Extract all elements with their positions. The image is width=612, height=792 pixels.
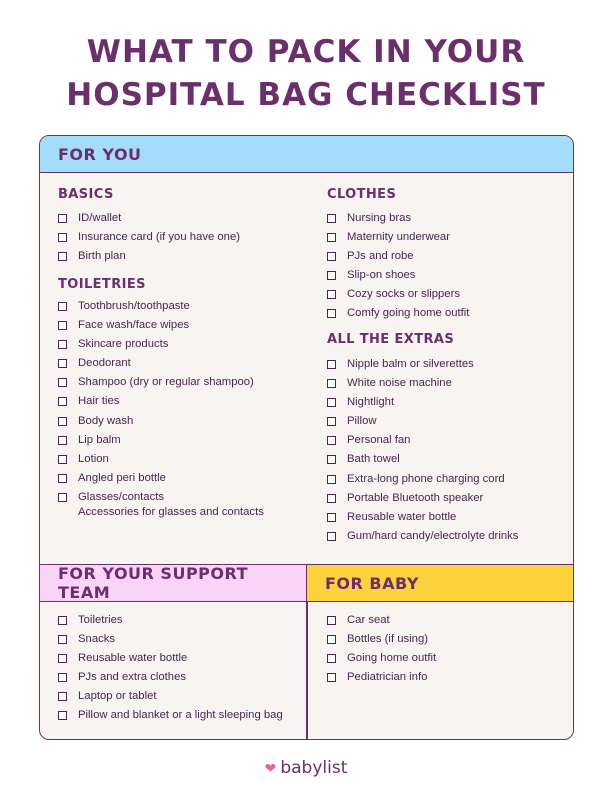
checklist-item-label: PJs and robe (347, 250, 414, 263)
checkbox-icon[interactable] (58, 340, 67, 349)
checklist-item-label: Reusable water bottle (347, 510, 457, 523)
checklist-item-label: Toothbrush/toothpaste (78, 300, 190, 312)
checklist-item-label: Going home outfit (347, 652, 437, 665)
checkbox-icon[interactable] (327, 436, 336, 445)
checkbox-icon[interactable] (327, 635, 336, 644)
checklist-item-label: Nightlight (347, 396, 395, 409)
for-baby-heading: FOR BABY (307, 564, 574, 602)
basics-list (58, 209, 240, 266)
basics-heading: BASICS (58, 187, 114, 202)
clothes-list (327, 209, 469, 324)
checklist-item[interactable] (58, 335, 264, 354)
checklist-item-label: Laptop or tablet (78, 690, 157, 703)
checklist-item[interactable] (58, 228, 240, 247)
checklist-item-label: Extra-long phone charging cord (347, 472, 505, 485)
checklist-item[interactable] (327, 431, 518, 450)
checklist-item[interactable] (58, 316, 264, 335)
support-team-heading: FOR YOUR SUPPORT TEAM (40, 564, 307, 602)
checkbox-icon[interactable] (327, 673, 336, 682)
checklist-item[interactable] (58, 469, 264, 488)
checklist-item[interactable] (327, 285, 469, 304)
checkbox-icon[interactable] (58, 436, 67, 445)
column-divider (306, 602, 308, 740)
checklist-item[interactable] (58, 668, 283, 687)
checkbox-icon[interactable] (58, 455, 67, 464)
checklist-item[interactable] (58, 373, 264, 392)
checkbox-icon[interactable] (327, 513, 336, 522)
checkbox-icon[interactable] (58, 302, 67, 311)
checklist-item-label: Maternity underwear (347, 231, 450, 244)
checklist-item[interactable] (327, 470, 518, 489)
checklist-item-note: Accessories for glasses and contacts (78, 506, 264, 519)
checklist-item-label: Comfy going home outfit (347, 307, 470, 320)
checklist-item[interactable] (327, 527, 518, 546)
checklist-item[interactable] (58, 611, 283, 630)
checklist-item-label: Insurance card (if you have one) (78, 231, 241, 244)
checkbox-icon[interactable] (327, 379, 336, 388)
clothes-heading: CLOTHES (327, 187, 397, 202)
checkbox-icon[interactable] (327, 214, 336, 223)
checkbox-icon[interactable] (327, 271, 336, 280)
checklist-item-label: Bath towel (347, 453, 400, 466)
checklist-item[interactable] (327, 450, 518, 469)
checklist-item[interactable] (58, 630, 283, 649)
checkbox-icon[interactable] (58, 493, 67, 502)
checklist-item[interactable] (58, 209, 240, 228)
checkbox-icon[interactable] (58, 673, 67, 682)
checklist-item[interactable] (327, 393, 518, 412)
checklist-item-label: Bottles (if using) (347, 633, 428, 646)
checkbox-icon[interactable] (58, 635, 67, 644)
checklist-item[interactable] (327, 412, 518, 431)
checkbox-icon[interactable] (58, 616, 67, 625)
checkbox-icon[interactable] (58, 252, 67, 261)
checklist-item[interactable] (327, 374, 518, 393)
checklist-item-label: Gum/hard candy/electrolyte drinks (347, 529, 519, 542)
checkbox-icon[interactable] (327, 475, 336, 484)
checkbox-icon[interactable] (327, 233, 336, 242)
checkbox-icon[interactable] (58, 417, 67, 426)
checkbox-icon[interactable] (58, 474, 67, 483)
checklist-item[interactable] (327, 247, 469, 266)
checklist-item-label: Face wash/face wipes (78, 319, 190, 332)
checklist-card (39, 135, 574, 740)
extras-heading: ALL THE EXTRAS (327, 332, 455, 347)
checklist-item-label: Car seat (347, 614, 390, 626)
checklist-item[interactable] (327, 355, 518, 374)
brand-name: babylist (280, 758, 348, 778)
checklist-item[interactable] (58, 392, 264, 411)
checkbox-icon[interactable] (327, 398, 336, 407)
checkbox-icon[interactable] (58, 214, 67, 223)
checkbox-icon[interactable] (327, 290, 336, 299)
checkbox-icon[interactable] (58, 359, 67, 368)
checklist-item-label: White noise machine (347, 377, 452, 390)
checklist-item-label: Personal fan (347, 434, 411, 447)
checklist-item-label: Reusable water bottle (78, 652, 188, 665)
checklist-item-label: Deodorant (78, 357, 131, 370)
checklist-item-label: Slip-on shoes (347, 269, 416, 282)
checklist-item-label: Birth plan (78, 250, 126, 263)
checklist-item[interactable] (327, 228, 469, 247)
checklist-item-label: Hair ties (78, 395, 120, 408)
checklist-item-label: Lip balm (78, 433, 121, 446)
checkbox-icon[interactable] (58, 692, 67, 701)
checklist-item-label: Cozy socks or slippers (347, 288, 461, 301)
checkbox-icon[interactable] (327, 309, 336, 318)
for-baby-list (327, 611, 436, 687)
checkbox-icon[interactable] (58, 711, 67, 720)
checklist-item[interactable] (327, 649, 436, 668)
checklist-item-label: ID/wallet (78, 212, 122, 224)
heart-icon: ❤ (264, 760, 277, 776)
checklist-item[interactable] (58, 412, 264, 431)
checklist-item[interactable] (327, 266, 469, 285)
footer-logo (0, 758, 612, 778)
checklist-item[interactable] (58, 687, 283, 706)
checklist-item-label: Glasses/contacts (78, 490, 165, 503)
checklist-item[interactable] (327, 508, 518, 527)
checklist-item[interactable] (58, 354, 264, 373)
checklist-item-label: PJs and extra clothes (78, 671, 187, 684)
checklist-item-label: Angled peri bottle (78, 471, 166, 484)
checklist-item[interactable] (327, 630, 436, 649)
checklist-item-label: Body wash (78, 414, 134, 427)
checkbox-icon[interactable] (58, 654, 67, 663)
checklist-item-label: Portable Bluetooth speaker (347, 491, 484, 504)
checklist-item-label: Shampoo (dry or regular shampoo) (78, 376, 254, 389)
support-team-list (58, 611, 283, 726)
checklist-item[interactable] (327, 611, 436, 630)
checkbox-icon[interactable] (58, 233, 67, 242)
checklist-item-label: Pillow (347, 415, 377, 428)
checklist-item-label: Skincare products (78, 338, 169, 351)
toiletries-heading: TOILETRIES (58, 277, 146, 292)
checklist-item-label: Toiletries (78, 614, 123, 626)
checkbox-icon[interactable] (327, 616, 336, 625)
checkbox-icon[interactable] (327, 360, 336, 369)
checklist-item[interactable] (58, 649, 283, 668)
toiletries-list (58, 297, 264, 519)
checklist-item-label: Nursing bras (347, 212, 412, 224)
for-you-heading: FOR YOU (40, 136, 573, 173)
checkbox-icon[interactable] (327, 532, 336, 541)
checklist-item[interactable] (58, 450, 264, 469)
checkbox-icon[interactable] (327, 417, 336, 426)
checkbox-icon[interactable] (327, 654, 336, 663)
page-title-line-2: HOSPITAL BAG CHECKLIST (66, 77, 546, 113)
checklist-item-label: Pillow and blanket or a light sleeping bag (78, 709, 283, 722)
checklist-item[interactable] (327, 304, 469, 323)
checklist-item-label: Lotion (78, 452, 109, 465)
checklist-item-label: Snacks (78, 633, 116, 646)
checkbox-icon[interactable] (327, 455, 336, 464)
checklist-item-label: Nipple balm or silverettes (347, 358, 474, 370)
checkbox-icon[interactable] (58, 321, 67, 330)
page-title-line-1: WHAT TO PACK IN YOUR (86, 34, 526, 70)
checklist-item[interactable] (58, 706, 283, 725)
checklist-item[interactable] (58, 488, 264, 519)
checklist-item[interactable] (58, 431, 264, 450)
checkbox-icon[interactable] (327, 494, 336, 503)
extras-list (327, 355, 518, 546)
checkbox-icon[interactable] (327, 252, 336, 261)
checklist-item[interactable] (58, 247, 240, 266)
checklist-item[interactable] (327, 489, 518, 508)
checklist-item[interactable] (327, 209, 469, 228)
checklist-item[interactable] (327, 668, 436, 687)
checkbox-icon[interactable] (58, 378, 67, 387)
checkbox-icon[interactable] (58, 397, 67, 406)
checklist-item[interactable] (58, 297, 264, 316)
checklist-item-label: Pediatrician info (347, 671, 428, 684)
